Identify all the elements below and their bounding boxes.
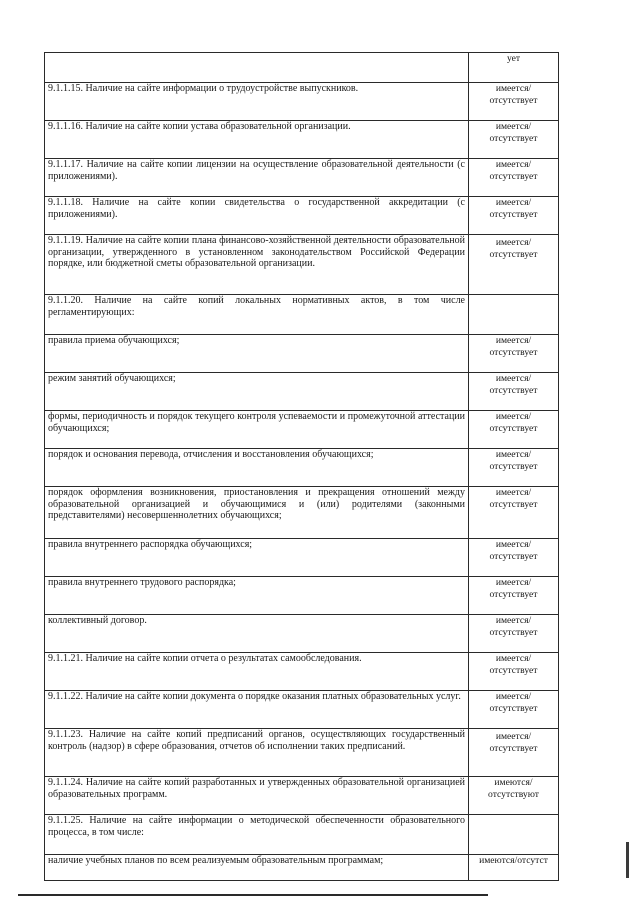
status-cell: имеется/отсутствует (469, 159, 559, 197)
criterion-text: 9.1.1.15. Наличие на сайте информации о трудоустройстве выпускников. (45, 83, 469, 121)
table-row (45, 411, 559, 449)
status-cell (469, 295, 559, 335)
criterion-text: наличие учебных планов по всем реализуемым образовательным программам; (45, 855, 469, 881)
table-row (45, 539, 559, 577)
criterion-text: правила внутреннего трудового распорядка; (45, 577, 469, 615)
criterion-text: 9.1.1.24. Наличие на сайте копий разработанных и утвержденных образовательной организацией образовательных программ. (45, 777, 469, 815)
criterion-text: коллективный договор. (45, 615, 469, 653)
scan-edge-mark (626, 842, 629, 878)
status-cell: имеется/отсутствует (469, 197, 559, 235)
criterion-text (45, 53, 469, 83)
criterion-text: 9.1.1.25. Наличие на сайте информации о методической обеспеченности образовательного процесса, в том числе: (45, 815, 469, 855)
criterion-text: правила приема обучающихся; (45, 335, 469, 373)
table-row (45, 815, 559, 855)
criterion-text: 9.1.1.21. Наличие на сайте копии отчета о результатах самообследования. (45, 653, 469, 691)
table-row (45, 121, 559, 159)
table-row (45, 335, 559, 373)
criterion-text: режим занятий обучающихся; (45, 373, 469, 411)
table-row (45, 449, 559, 487)
status-cell: имеется/отсутствует (469, 615, 559, 653)
table-row (45, 83, 559, 121)
criterion-text: формы, периодичность и порядок текущего контроля успеваемости и промежуточной аттестации обучающихся; (45, 411, 469, 449)
table-row (45, 373, 559, 411)
status-cell: имеется/отсутствует (469, 449, 559, 487)
status-cell: имеется/отсутствует (469, 411, 559, 449)
status-cell: имеется/отсутствует (469, 653, 559, 691)
table-row (45, 235, 559, 295)
criterion-text: 9.1.1.22. Наличие на сайте копии документа о порядке оказания платных образовательных услуг. (45, 691, 469, 729)
status-cell: имеется/отсутствует (469, 729, 559, 777)
status-cell: имеются/отсутствуют (469, 777, 559, 815)
status-cell: имеются/отсутст (469, 855, 559, 881)
criterion-text: 9.1.1.17. Наличие на сайте копии лицензии на осуществление образовательной деятельности (с приложениями). (45, 159, 469, 197)
criterion-text: 9.1.1.18. Наличие на сайте копии свидетельства о государственной аккредитации (с приложениями). (45, 197, 469, 235)
status-cell: ует (469, 53, 559, 83)
table-row (45, 691, 559, 729)
table-row (45, 197, 559, 235)
table-row (45, 729, 559, 777)
status-cell: имеется/отсутствует (469, 121, 559, 159)
table-row (45, 487, 559, 539)
criterion-text: порядок оформления возникновения, приостановления и прекращения отношений между образовательной организацией и обучающимися и (или) родителями (законными представителями) несовершеннолетних обучающихся; (45, 487, 469, 539)
table-row (45, 615, 559, 653)
criterion-text: порядок и основания перевода, отчисления и восстановления обучающихся; (45, 449, 469, 487)
bottom-rule (18, 894, 488, 896)
criterion-text: 9.1.1.23. Наличие на сайте копий предписаний органов, осуществляющих государственный контроль (надзор) в сфере образования, отчетов об исполнении таких предписаний. (45, 729, 469, 777)
status-cell: имеется/отсутствует (469, 235, 559, 295)
status-cell: имеется/отсутствует (469, 539, 559, 577)
status-cell: имеется/отсутствует (469, 691, 559, 729)
status-cell: имеется/отсутствует (469, 83, 559, 121)
table-row (45, 855, 559, 881)
status-cell: имеется/отсутствует (469, 335, 559, 373)
status-cell (469, 815, 559, 855)
table-row (45, 53, 559, 83)
table-row (45, 653, 559, 691)
status-cell: имеется/отсутствует (469, 487, 559, 539)
criterion-text: 9.1.1.19. Наличие на сайте копии плана финансово-хозяйственной деятельности образовательной организации, утвержденного в установленном законодательством Российской Федерации порядке, или бюджетной сметы образовательной организации. (45, 235, 469, 295)
table-row (45, 777, 559, 815)
status-cell: имеется/отсутствует (469, 373, 559, 411)
table-row (45, 295, 559, 335)
criterion-text: 9.1.1.16. Наличие на сайте копии устава образовательной организации. (45, 121, 469, 159)
table-row (45, 577, 559, 615)
status-cell: имеется/отсутствует (469, 577, 559, 615)
criteria-table (44, 52, 559, 881)
criterion-text: правила внутреннего распорядка обучающихся; (45, 539, 469, 577)
criterion-text: 9.1.1.20. Наличие на сайте копий локальных нормативных актов, в том числе регламентирующих: (45, 295, 469, 335)
table-row (45, 159, 559, 197)
